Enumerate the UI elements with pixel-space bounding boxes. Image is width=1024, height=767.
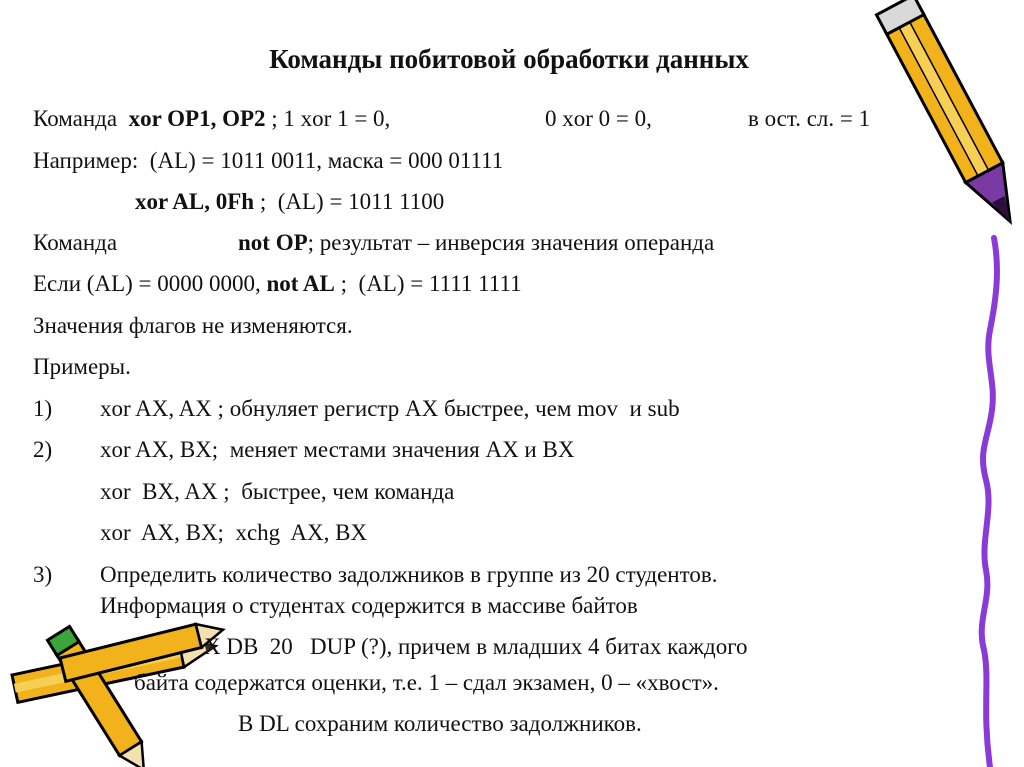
example-number: 3) — [33, 562, 53, 587]
example-text: (AL) = 1011 0011, маска = 000 01111 — [149, 148, 504, 173]
if-line — [33, 271, 522, 297]
xor-example-result: ; (AL) = 1011 1100 — [259, 189, 445, 214]
xor-rule-1: ; 1 xor 1 = 0, — [271, 106, 391, 131]
example-text-line: Определить количество задолжников в группе из 20 студентов. — [100, 562, 718, 587]
xor-command: xor OP1, OP2 — [128, 106, 266, 131]
if-command: not AL — [266, 271, 335, 296]
xor-command-line — [33, 106, 390, 132]
xor-example-line — [135, 189, 444, 215]
xor-label: Команда — [33, 106, 118, 131]
not-command: not OP — [238, 230, 308, 255]
xor-example-command: xor AL, 0Fh — [135, 189, 255, 214]
example-text-line: xor AX, BX; xchg AX, BX — [100, 520, 368, 545]
if-result: ; (AL) = 1111 1111 — [340, 271, 522, 296]
example-text-line: xor AX, AX ; обнуляет регистр AX быстрее, чем mov и sub — [100, 396, 680, 421]
xor-rule-3: в ост. сл. = 1 — [748, 106, 871, 131]
example-line — [33, 148, 503, 174]
examples-heading: Примеры. — [33, 354, 131, 379]
example-text-line: xor BX, AX ; быстрее, чем команда — [100, 479, 455, 504]
if-prefix: Если (AL) = 0000 0000, — [33, 271, 261, 296]
xor-rule-2: 0 xor 0 = 0, — [545, 106, 652, 131]
not-command-line — [238, 230, 714, 256]
example-number: 1) — [33, 396, 53, 421]
not-description: ; результат – инверсия значения операнда — [307, 230, 715, 255]
slide-title: Команды побитовой обработки данных — [269, 44, 749, 74]
not-label: Команда — [33, 230, 118, 255]
example-text-line: В DL сохраним количество задолжников. — [238, 711, 642, 736]
example-text-line: X DB 20 DUP (?), причем в младших 4 битах каждого — [204, 634, 748, 659]
example-number: 2) — [33, 437, 53, 462]
example-prefix: Например: — [33, 148, 139, 173]
flags-line: Значения флагов не изменяются. — [33, 313, 353, 338]
example-text-line: xor AX, BX; меняет местами значения AX и BX — [100, 437, 575, 462]
example-text-line: байта содержатся оценки, т.е. 1 – сдал экзамен, 0 – «хвост». — [134, 670, 719, 695]
example-text-line: Информация о студентах содержится в массиве байтов — [100, 593, 638, 618]
